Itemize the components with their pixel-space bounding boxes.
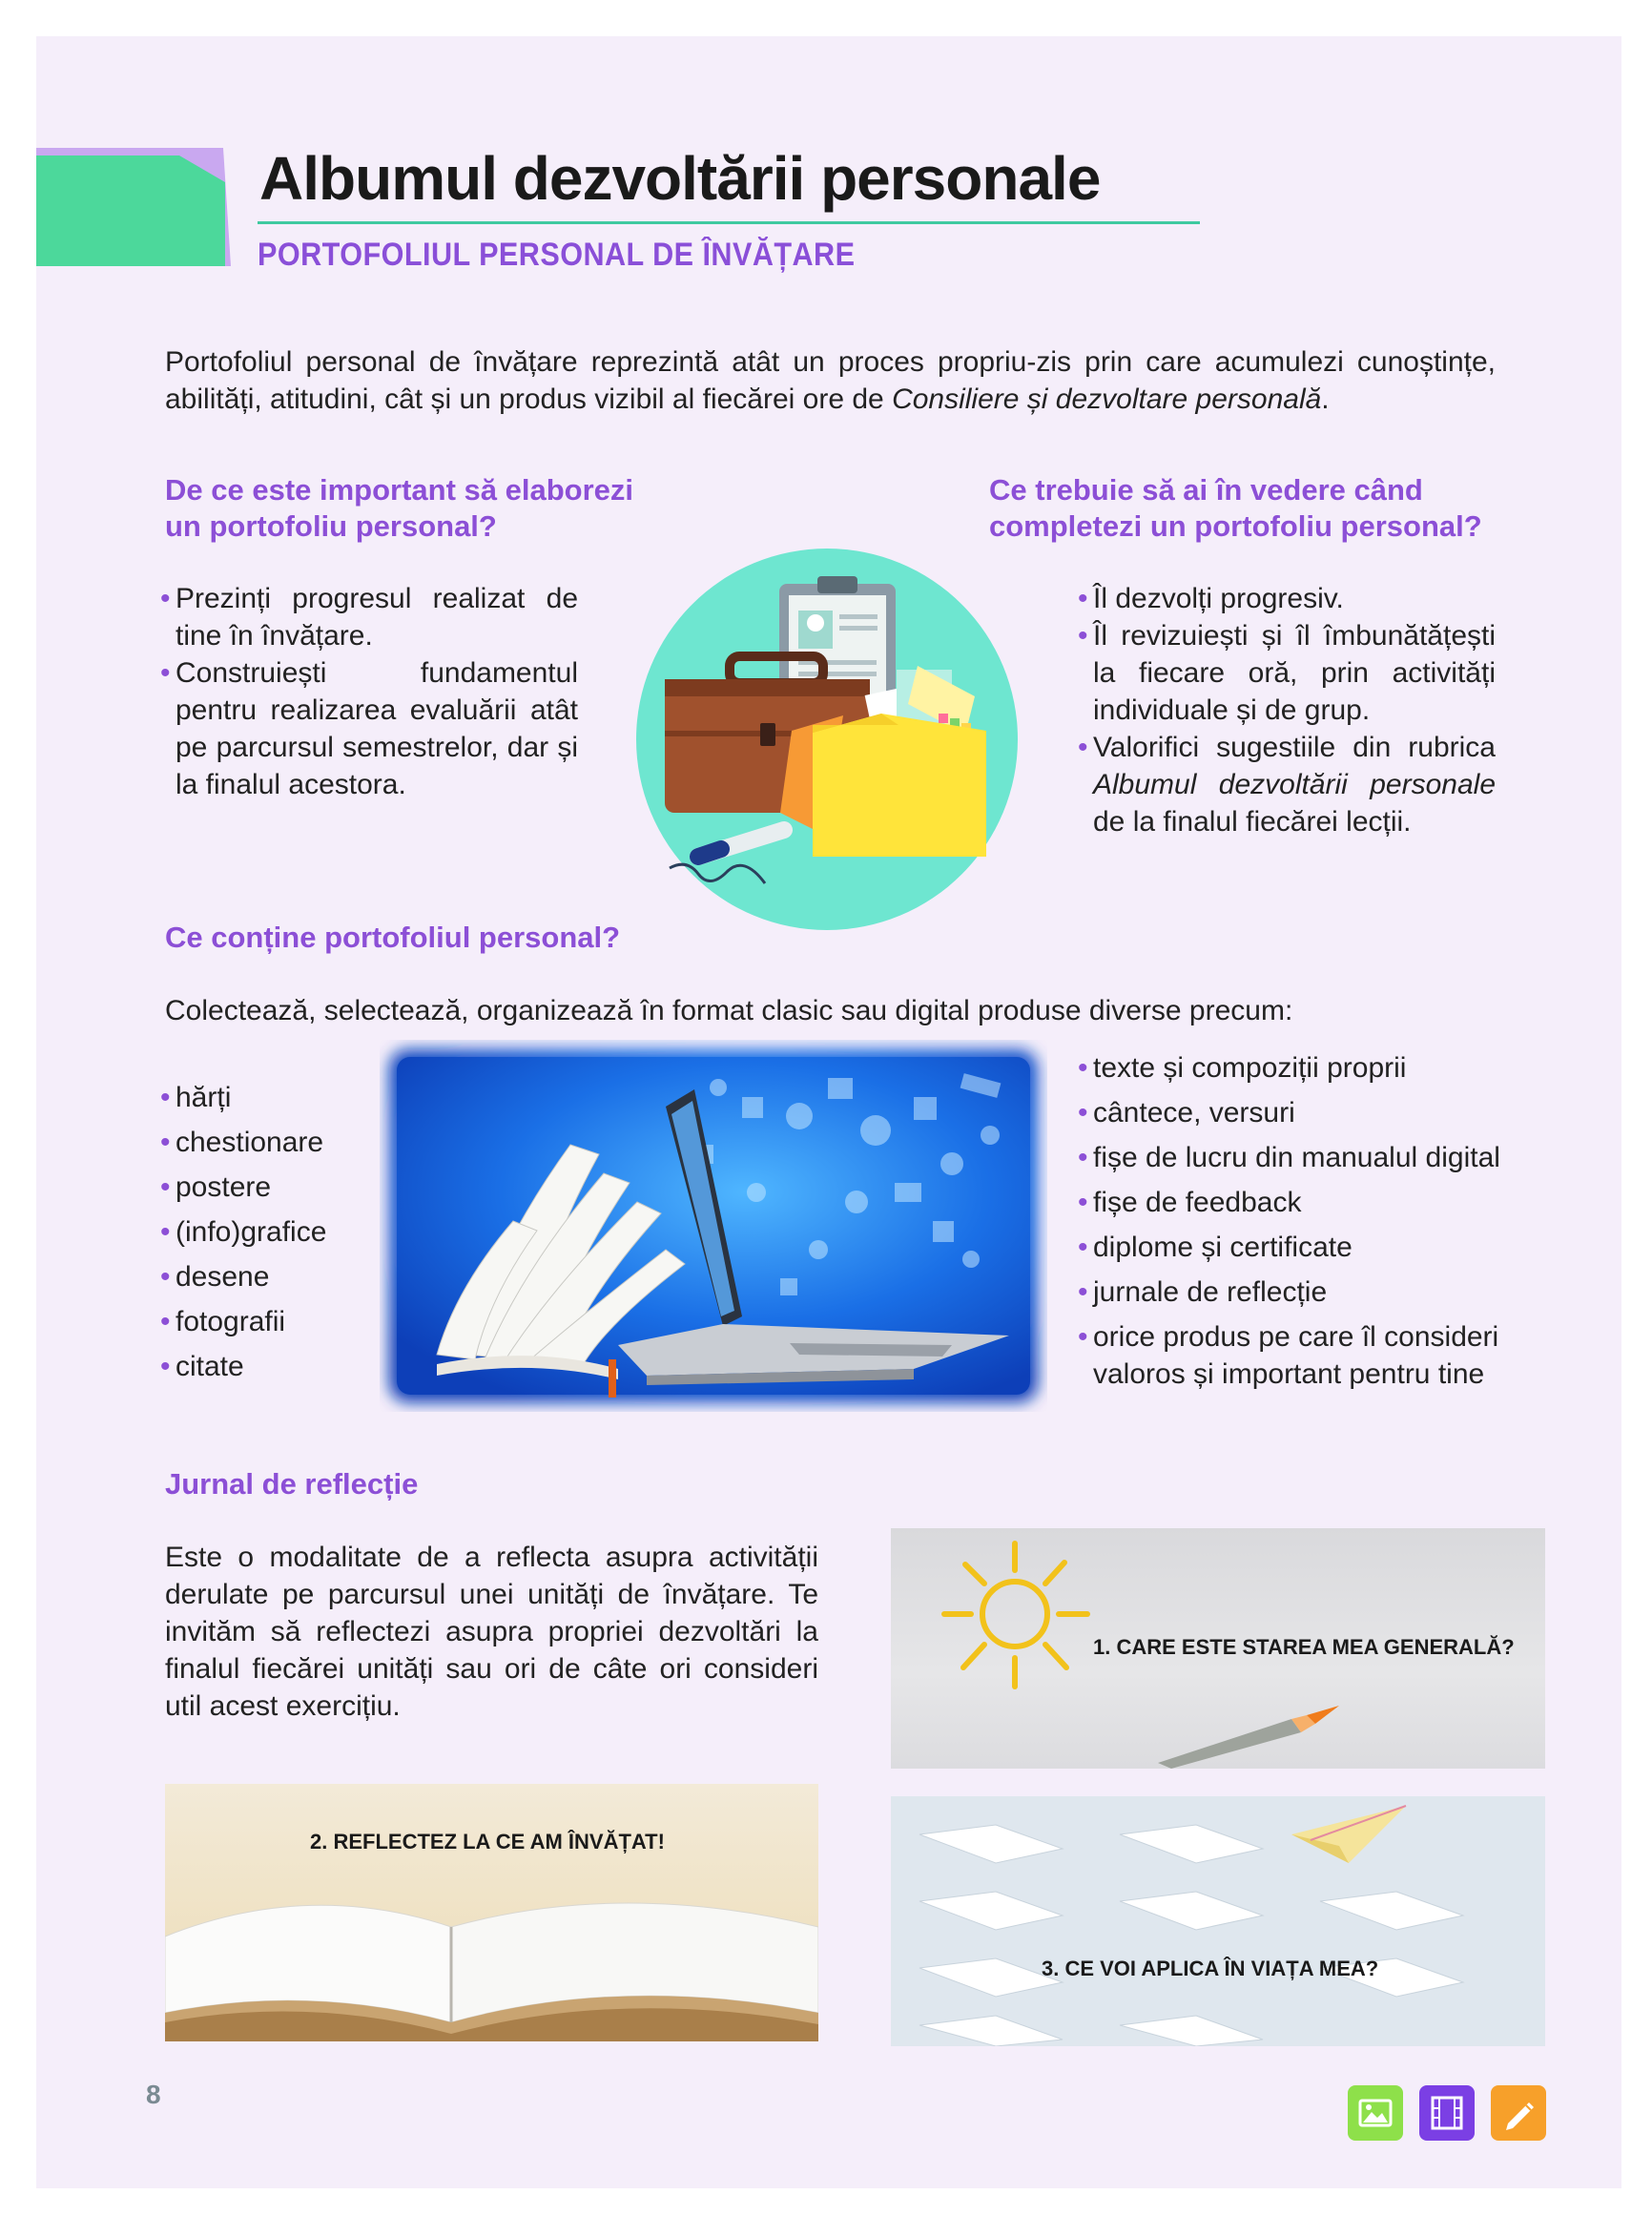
consider-heading: Ce trebuie să ai în vedere când completezi un portofoliu personal? [989,473,1482,543]
list-item: • Îl dezvolți progresiv. [1078,580,1496,617]
page-title: Albumul dezvoltării personale [259,144,1101,213]
section-subtitle: PORTOFOLIUL PERSONAL DE ÎNVĂȚARE [258,237,856,273]
reflection-card-3 [891,1796,1545,2046]
video-button[interactable] [1419,2085,1475,2141]
list-item: • Construiești fundamentul pentru realizarea evaluării atât pe parcursul semestrelor, dar și la finalul acestora. [160,654,578,803]
intro-text-end: . [1321,383,1330,415]
list-item: • chestionare [160,1124,399,1161]
list-item: • desene [160,1258,399,1295]
edit-button[interactable] [1491,2085,1546,2141]
journal-text: Este o modalitate de a reflecta asupra activității derulate pe parcursul unei unități de învățare. Te invităm să reflectezi asupra propriei dezvoltări la finalul fiecărei unități sau ori de câte ori consideri util acest exercițiu. [165,1542,818,1722]
contents-right-list [1078,1049,1507,1400]
reflection-card-2 [165,1784,818,2041]
list-item: • (info)grafice [160,1213,399,1251]
digital-book-laptop-illustration [380,1040,1047,1412]
list-item: • texte și compoziții proprii [1078,1049,1507,1087]
list-item: • fișe de lucru din manualul digital [1078,1139,1507,1176]
film-icon [1419,2085,1475,2141]
page-number: 8 [146,2080,161,2109]
list-item: • orice produs pe care îl consideri valoros și important pentru tine [1078,1318,1507,1393]
why-heading: De ce este important să elaborezi un portofoliu personal? [165,473,634,543]
list-item: • Valorifici sugestiile din rubrica Albumul dezvoltării personale de la finalul fiecărei lecții. [1078,729,1496,840]
contents-left-list [160,1079,399,1393]
contents-intro: Colectează, selectează, organizează în format clasic sau digital produse diverse precum: [165,995,1293,1026]
list-item: • citate [160,1348,399,1385]
list-item: • Îl revizuiești și îl îmbunătățești la fiecare oră, prin activități individuale și de grup. [1078,617,1496,729]
list-item: • postere [160,1169,399,1206]
journal-heading: Jurnal de reflecție [165,1467,419,1501]
paper-planes-illustration [891,1796,1545,2046]
pencil-icon [1491,2085,1546,2141]
portfolio-illustration [631,544,1022,935]
intro-text: Portofoliul personal de învățare reprezintă atât un proces propriu-zis prin care acumulezi cunoștințe, abilități, atitudini, cât și un produs vizibil al fiecărei ore de [165,346,1496,415]
card-2-caption: 2. REFLECTEZ LA CE AM ÎNVĂȚAT! [310,1830,665,1854]
title-underline [258,221,1200,224]
why-list [160,580,578,803]
list-item: • jurnale de reflecție [1078,1274,1507,1311]
image-icon [1348,2085,1403,2141]
list-item: • cântece, versuri [1078,1094,1507,1131]
intro-italic-text: Consiliere și dezvoltare personală [892,383,1322,415]
list-item: • hărți [160,1079,399,1116]
card-1-caption: 1. CARE ESTE STAREA MEA GENERALĂ? [1093,1635,1515,1659]
image-button[interactable] [1348,2085,1403,2141]
card-3-caption: 3. CE VOI APLICA ÎN VIAȚA MEA? [1042,1957,1379,1980]
open-book-illustration [165,1784,818,2041]
list-item: • Prezinți progresul realizat de tine în învățare. [160,580,578,654]
list-item: • fotografii [160,1303,399,1340]
consider-list [1078,580,1496,840]
intro-paragraph [165,343,1496,418]
list-item: • fișe de feedback [1078,1184,1507,1221]
contents-heading: Ce conține portofoliul personal? [165,921,621,954]
list-item: • diplome și certificate [1078,1229,1507,1266]
header-tab-decoration [36,148,231,266]
reflection-card-1 [891,1528,1545,1769]
